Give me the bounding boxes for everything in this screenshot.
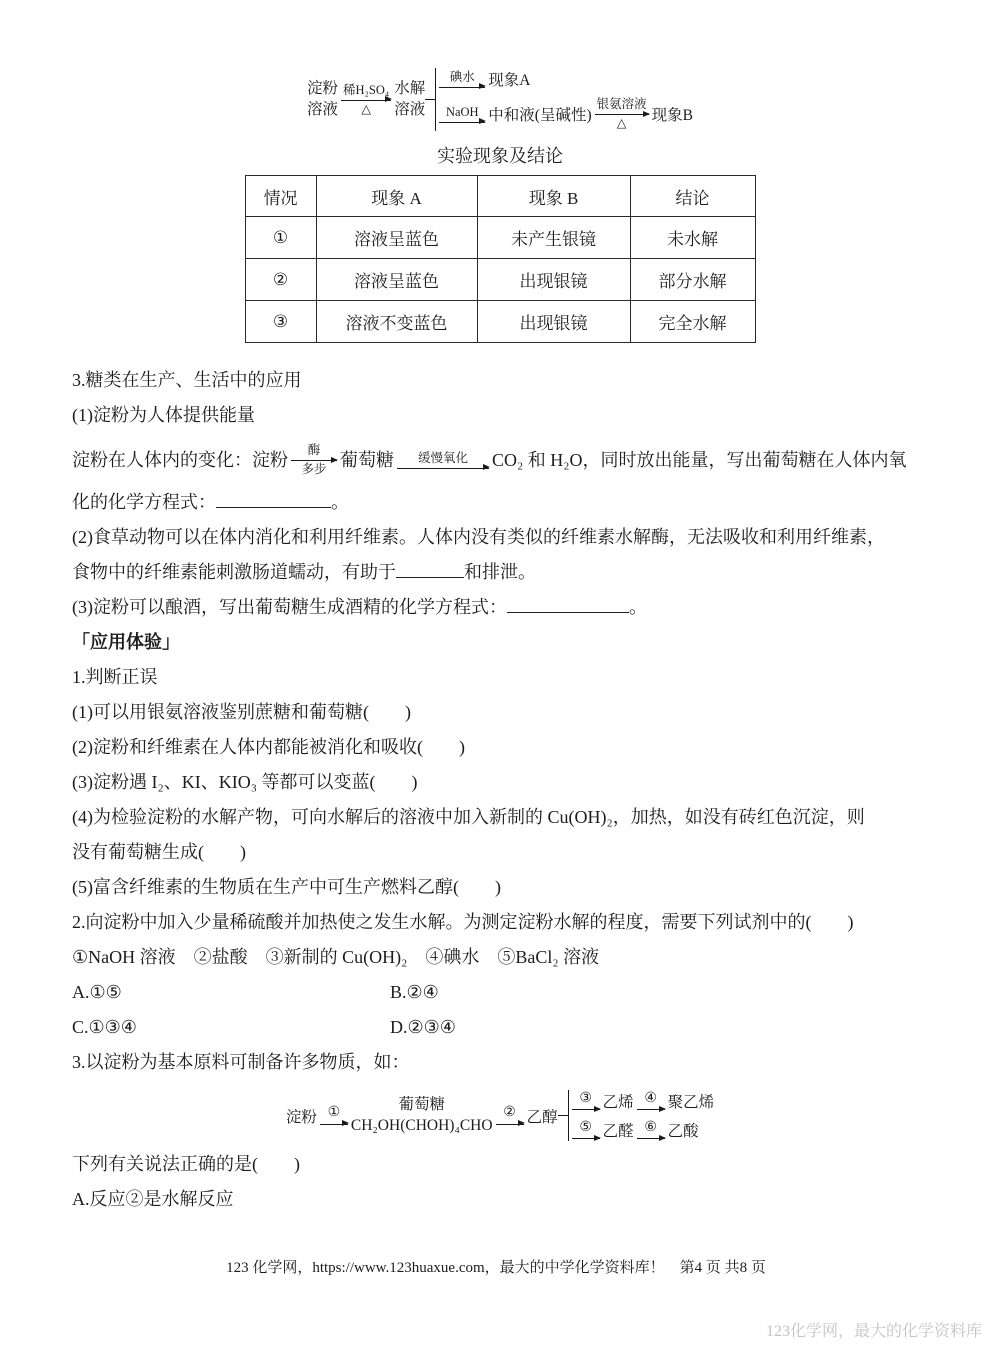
text: 。 — [331, 492, 349, 512]
fill-blank-line — [72, 485, 928, 520]
arrow-label: 碘水 — [449, 69, 475, 84]
arrow-label: 缓慢氧化 — [417, 450, 468, 465]
reaction-arrow — [320, 1105, 348, 1126]
hydrolysis-flow-diagram — [72, 68, 928, 131]
text: 。 — [629, 597, 647, 617]
cell: 部分水解 — [630, 259, 755, 301]
header-cell: 结论 — [630, 176, 755, 217]
arrow-shaft — [595, 114, 649, 115]
arrow-shaft — [637, 1138, 665, 1139]
ethanol-node: 乙醇 — [526, 1108, 558, 1126]
node-formula: CH₂OH(CHOH)₄CHO — [350, 1116, 493, 1134]
arrow-label: 银氨溶液 — [596, 97, 647, 111]
watermark: 123化学网，最大的化学资料库 — [765, 1323, 982, 1340]
reaction-arrow — [637, 1120, 665, 1141]
node-text: 溶液 — [307, 100, 339, 118]
starch-solution-node — [307, 79, 338, 121]
cell: ③ — [245, 301, 316, 343]
table-title: 实验现象及结论 — [437, 146, 563, 166]
fork-stub — [558, 1115, 568, 1116]
branch-a — [436, 68, 530, 90]
table-header-row — [245, 176, 755, 217]
arrow-shaft — [439, 122, 485, 123]
cell: 出现银镜 — [477, 259, 630, 301]
arrow-label: NaOH — [445, 104, 479, 119]
hydrolysate-node — [394, 79, 425, 121]
fork-stub — [425, 99, 435, 100]
fill-blank-line — [72, 590, 928, 625]
judge-item: (3)淀粉遇 I₂、KI、KIO₃ 等都可以变蓝( ) — [72, 772, 418, 792]
arrow-label: ⑤ — [579, 1119, 592, 1135]
polyethylene-node: 聚乙烯 — [667, 1094, 715, 1111]
judge-item: (5)富含纤维素的生物质在生产中可生产燃料乙醇( ) — [72, 877, 501, 897]
node-text: 溶液 — [394, 100, 426, 118]
reaction-arrow — [397, 451, 489, 470]
judge-item: (1)可以用银氨溶液鉴别蔗糖和葡萄糖( ) — [72, 702, 411, 722]
arrow-label: ② — [503, 1105, 516, 1121]
judge-item: (2)淀粉和纤维素在人体内都能被消化和吸收( ) — [72, 737, 465, 757]
arrow-label: 酶 — [307, 443, 321, 457]
text: 淀粉在人体内的变化：淀粉 — [72, 450, 288, 470]
arrow-shaft — [320, 1124, 348, 1125]
reaction-arrow — [341, 83, 391, 117]
acetic-acid-node: 乙酸 — [667, 1123, 699, 1140]
arrow-shaft — [397, 468, 489, 469]
cell: 出现银镜 — [477, 301, 630, 343]
judge-item-continuation: 没有葡萄糖生成( ) — [72, 842, 246, 862]
option-a: A.①⑤ — [72, 982, 122, 1002]
experiment-table — [245, 175, 756, 343]
arrow-shaft — [496, 1124, 524, 1125]
arrow-shaft — [572, 1138, 600, 1139]
branch-b — [436, 97, 693, 131]
node-text: 淀粉 — [307, 79, 339, 97]
text: (3)淀粉可以酿酒，写出葡萄糖生成酒精的化学方程式： — [72, 597, 507, 617]
reaction-arrow — [572, 1091, 600, 1112]
subsection-heading: (1)淀粉为人体提供能量 — [72, 405, 255, 425]
reaction-arrow — [572, 1120, 600, 1141]
section-heading: 3.糖类在生产、生活中的应用 — [72, 370, 302, 390]
cell: 溶液呈蓝色 — [316, 259, 477, 301]
arrow-shaft — [291, 460, 337, 461]
reaction-arrow — [439, 70, 485, 89]
text: 化的化学方程式： — [72, 492, 216, 512]
text: 食物中的纤维素能刺激肠道蠕动，有助于 — [72, 562, 396, 582]
arrow-label: ③ — [579, 1090, 592, 1106]
option-c: C.①③④ — [72, 1017, 137, 1037]
reaction-arrow — [595, 97, 649, 131]
branch-ethylene — [569, 1090, 715, 1112]
reaction-arrow — [637, 1091, 665, 1112]
arrow-label: △ — [361, 101, 371, 116]
arrow-label: 稀H₂SO₄ — [343, 82, 390, 97]
arrow-label: ① — [327, 1105, 341, 1121]
glucose-node — [351, 1095, 493, 1137]
text: 葡萄糖 — [340, 450, 394, 470]
fork — [568, 1090, 715, 1141]
cell: ② — [245, 259, 316, 301]
arrow-label: ④ — [644, 1090, 657, 1106]
arrow-shaft — [637, 1109, 665, 1110]
header-cell: 现象 B — [477, 176, 630, 217]
text: CO₂ 和 H₂O，同时放出能量，写出葡萄糖在人体内氧 — [492, 450, 907, 470]
arrow-label: 多步 — [301, 462, 327, 476]
arrow-shaft — [341, 100, 391, 101]
arrow-shaft — [572, 1109, 600, 1110]
fork — [435, 68, 693, 131]
text: 和排泄。 — [464, 562, 536, 582]
arrow-label: ⑥ — [644, 1119, 657, 1135]
cell: 溶液呈蓝色 — [316, 217, 477, 259]
reaction-arrow — [439, 105, 485, 124]
option-b: B.②④ — [390, 982, 439, 1002]
question-3-option-a: A.反应②是水解反应 — [72, 1189, 234, 1209]
header-cell: 现象 A — [316, 176, 477, 217]
cell: 溶液不变蓝色 — [316, 301, 477, 343]
question-3-heading: 3.以淀粉为基本原料可制备许多物质，如： — [72, 1052, 410, 1072]
arrow-label: △ — [616, 116, 627, 130]
paragraph: (2)食草动物可以在体内消化和利用纤维素。人体内没有类似的纤维素水解酶，无法吸收和利用纤维素， — [72, 527, 885, 547]
ethylene-node: 乙烯 — [602, 1094, 634, 1111]
neutralized-solution-label: 中和液(呈碱性) — [488, 107, 592, 124]
inline-reaction-line — [72, 443, 928, 477]
page-footer: 123 化学网，https://www.123huaxue.com，最大的中学化学资料库！ 第4 页 共8 页 — [226, 1260, 766, 1276]
question-3-stem: 下列有关说法正确的是( ) — [72, 1154, 300, 1174]
node-text: 葡萄糖 — [398, 1095, 445, 1113]
answer-blank — [216, 490, 331, 508]
starch-node: 淀粉 — [285, 1108, 317, 1126]
question-2-reagents: ①NaOH 溶液 ②盐酸 ③新制的 Cu(OH)₂ ④碘水 ⑤BaCl₂ 溶液 — [72, 947, 600, 967]
practice-header: 「应用体验」 — [72, 632, 180, 652]
arrow-shaft — [439, 87, 485, 88]
option-d: D.②③④ — [390, 1017, 456, 1037]
question-1-heading: 1.判断正误 — [72, 667, 158, 687]
judge-item: (4)为检验淀粉的水解产物，可向水解后的溶液中加入新制的 Cu(OH)₂，加热，如没有砖红色沉淀，则 — [72, 807, 865, 827]
reaction-arrow — [496, 1105, 524, 1126]
answer-blank — [396, 560, 464, 578]
question-2-text: 2.向淀粉中加入少量稀硫酸并加热使之发生水解。为测定淀粉水解的程度，需要下列试剂中的( ) — [72, 912, 854, 932]
table-row — [245, 301, 755, 343]
phenomenon-b-label: 现象B — [651, 107, 693, 124]
branch-acetaldehyde — [569, 1119, 699, 1141]
options-grid — [72, 975, 928, 1045]
starch-products-flow-diagram — [72, 1090, 928, 1141]
cell: 未产生银镜 — [477, 217, 630, 259]
reaction-arrow — [291, 443, 337, 477]
table-row — [245, 217, 755, 259]
node-text: 水解 — [394, 79, 426, 97]
fill-blank-line — [72, 555, 928, 590]
cell: 完全水解 — [630, 301, 755, 343]
table-row — [245, 259, 755, 301]
answer-blank — [507, 595, 629, 613]
cell: ① — [245, 217, 316, 259]
phenomenon-a-label: 现象A — [488, 72, 531, 89]
cell: 未水解 — [630, 217, 755, 259]
header-cell: 情况 — [245, 176, 316, 217]
acetaldehyde-node: 乙醛 — [602, 1123, 634, 1140]
